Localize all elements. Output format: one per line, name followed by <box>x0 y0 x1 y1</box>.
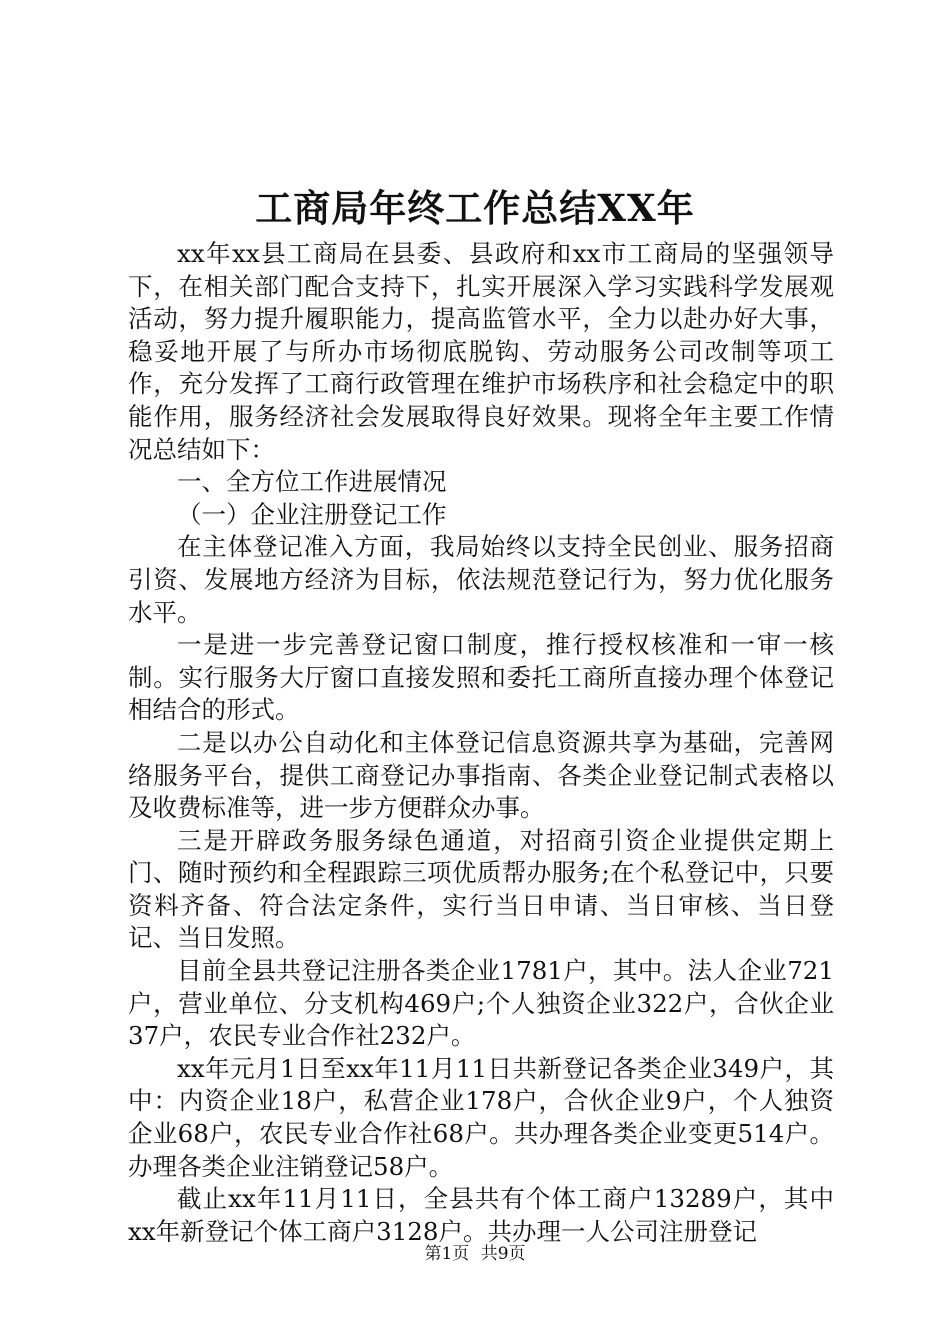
page-total: 共9页 <box>480 1244 526 1264</box>
page-number: 第1页 <box>424 1244 470 1264</box>
page-footer <box>0 1242 950 1266</box>
section-heading: 一、全方位工作进展情况 <box>177 467 447 497</box>
paragraph: 在主体登记准入方面，我局始终以支持全民创业、服务招商引资、发展地方经济为目标，依法规范登记行为，努力优化服务水平。 <box>128 532 834 627</box>
paragraph: 三是开辟政务服务绿色通道，对招商引资企业提供定期上门、随时预约和全程跟踪三项优质帮办服务;在个私登记中，只要资料齐备、符合法定条件，实行当日申请、当日审核、当日登记、当日发照。 <box>128 825 834 953</box>
document-title: 工商局年终工作总结XX年 <box>255 186 695 230</box>
paragraph: 截止xx年11月11日，全县共有个体工商户13289户，其中xx年新登记个体工商户3128户。共办理一人公司注册登记 <box>128 1184 834 1246</box>
paragraph-intro: xx年xx县工商局在县委、县政府和xx市工商局的坚强领导下，在相关部门配合支持下，扎实开展深入学习实践科学发展观活动，努力提升履职能力，提高监管水平，全力以赴办好大事，稳妥地开展了与所办市场彻底脱钩、劳动服务公司改制等项工作，充分发挥了工商行政管理在维护市场秩序和社会稳定中的职能作用，服务经济社会发展取得良好效果。现将全年主要工作情况总结如下： <box>128 239 834 464</box>
paragraph: 目前全县共登记注册各类企业1781户，其中。法人企业721户，营业单位、分支机构469户;个人独资企业322户，合伙企业37户，农民专业合作社232户。 <box>128 956 834 1051</box>
paragraph: 一是进一步完善登记窗口制度，推行授权核准和一审一核制。实行服务大厅窗口直接发照和委托工商所直接办理个体登记相结合的形式。 <box>128 630 834 725</box>
paragraph: 二是以办公自动化和主体登记信息资源共享为基础，完善网络服务平台，提供工商登记办事指南、各类企业登记制式表格以及收费标准等，进一步方便群众办事。 <box>128 727 834 823</box>
paragraph: xx年元月1日至xx年11月11日共新登记各类企业349户，其中：内资企业18户，私营企业178户，合伙企业9户，个人独资企业68户，农民专业合作社68户。共办理各类企业变更514户。办理各类企业注销登记58户。 <box>128 1053 834 1181</box>
document-body <box>128 238 834 1248</box>
subsection-heading: （一）企业注册登记工作 <box>177 499 447 529</box>
